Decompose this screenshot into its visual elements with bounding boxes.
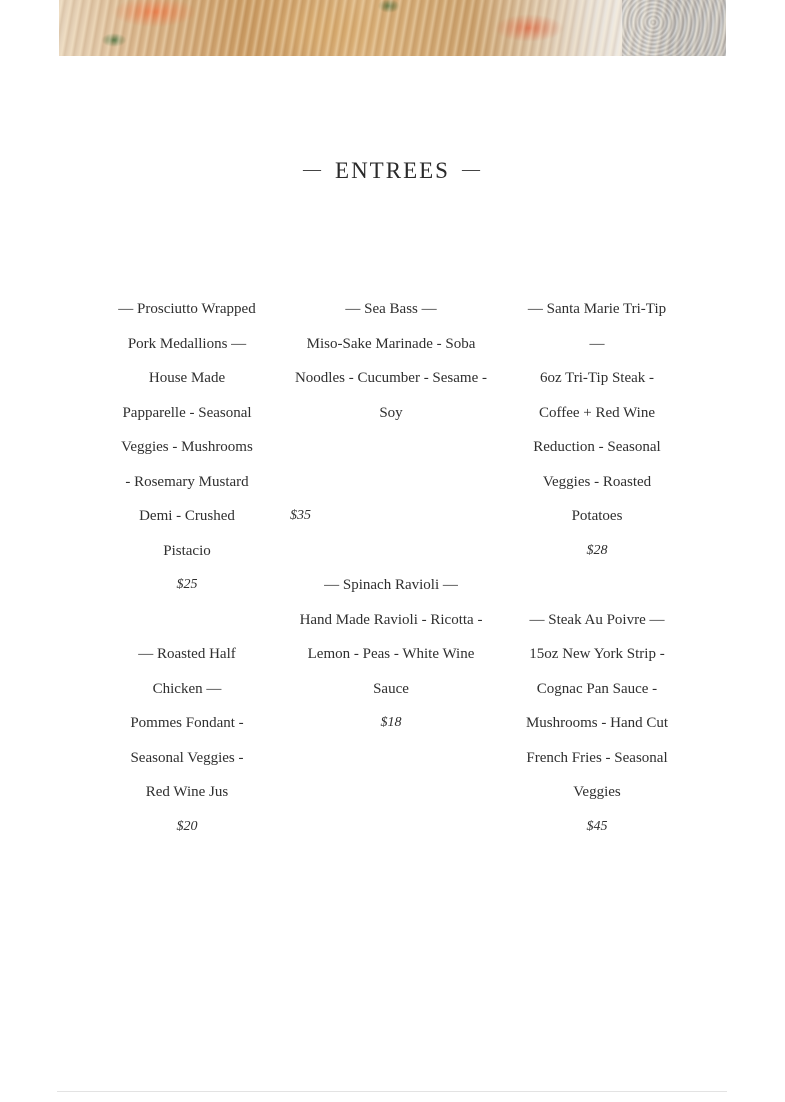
menu-item-description: 15oz New York Strip - Cognac Pan Sauce - Mushrooms - Hand Cut French Fries - Seasonal Veggies xyxy=(525,646,669,800)
menu-item xyxy=(290,568,492,741)
menu-item-name: — Spinach Ravioli — xyxy=(324,577,458,593)
section-title xyxy=(0,158,785,184)
menu-column-center xyxy=(290,292,492,741)
menu-item xyxy=(290,292,492,534)
menu-item-price: $25 xyxy=(176,577,198,592)
title-dash-left: — xyxy=(303,159,324,179)
title-dash-right: — xyxy=(461,159,482,179)
menu-item xyxy=(521,603,673,845)
section-title-text: ENTREES xyxy=(335,158,450,183)
footer-divider xyxy=(57,1091,727,1092)
menu-item-description: Pommes Fondant - Seasonal Veggies - Red Wine Jus xyxy=(130,715,244,800)
menu-item-description: House Made Papparelle - Seasonal Veggies - Mushrooms - Rosemary Mustard Demi - Crushed Pistacio xyxy=(121,370,253,559)
hero-photo-plate xyxy=(622,0,726,56)
menu-item xyxy=(521,292,673,568)
menu-item-description: Hand Made Ravioli - Ricotta - Lemon - Peas - White Wine Sauce xyxy=(299,611,483,697)
menu-item-price: $28 xyxy=(586,542,608,558)
menu-column-left xyxy=(118,292,256,844)
menu-item xyxy=(118,637,256,844)
menu-item-name: — Roasted Half Chicken — xyxy=(138,646,236,697)
menu-item-name: — Prosciutto Wrapped Pork Medallions — xyxy=(118,301,256,352)
menu-item-name: — Santa Marie Tri-Tip — xyxy=(527,301,667,352)
menu-item-price: $18 xyxy=(380,715,402,730)
menu-item-name: — Sea Bass — xyxy=(345,301,437,317)
hero-food-photo xyxy=(59,0,726,56)
menu-item-name: — Steak Au Poivre — xyxy=(529,611,665,628)
menu-column-right xyxy=(521,292,673,844)
menu-item-price: $45 xyxy=(586,818,608,834)
menu-item-description: Miso-Sake Marinade - Soba Noodles - Cucumber - Sesame - Soy xyxy=(294,335,488,421)
menu-item-description: 6oz Tri-Tip Steak - Coffee + Red Wine Reduction - Seasonal Veggies - Roasted Potatoes xyxy=(533,370,661,524)
menu-item xyxy=(118,292,256,603)
menu-item-price: $20 xyxy=(176,818,198,834)
menu-item-price: $35 xyxy=(290,508,311,523)
